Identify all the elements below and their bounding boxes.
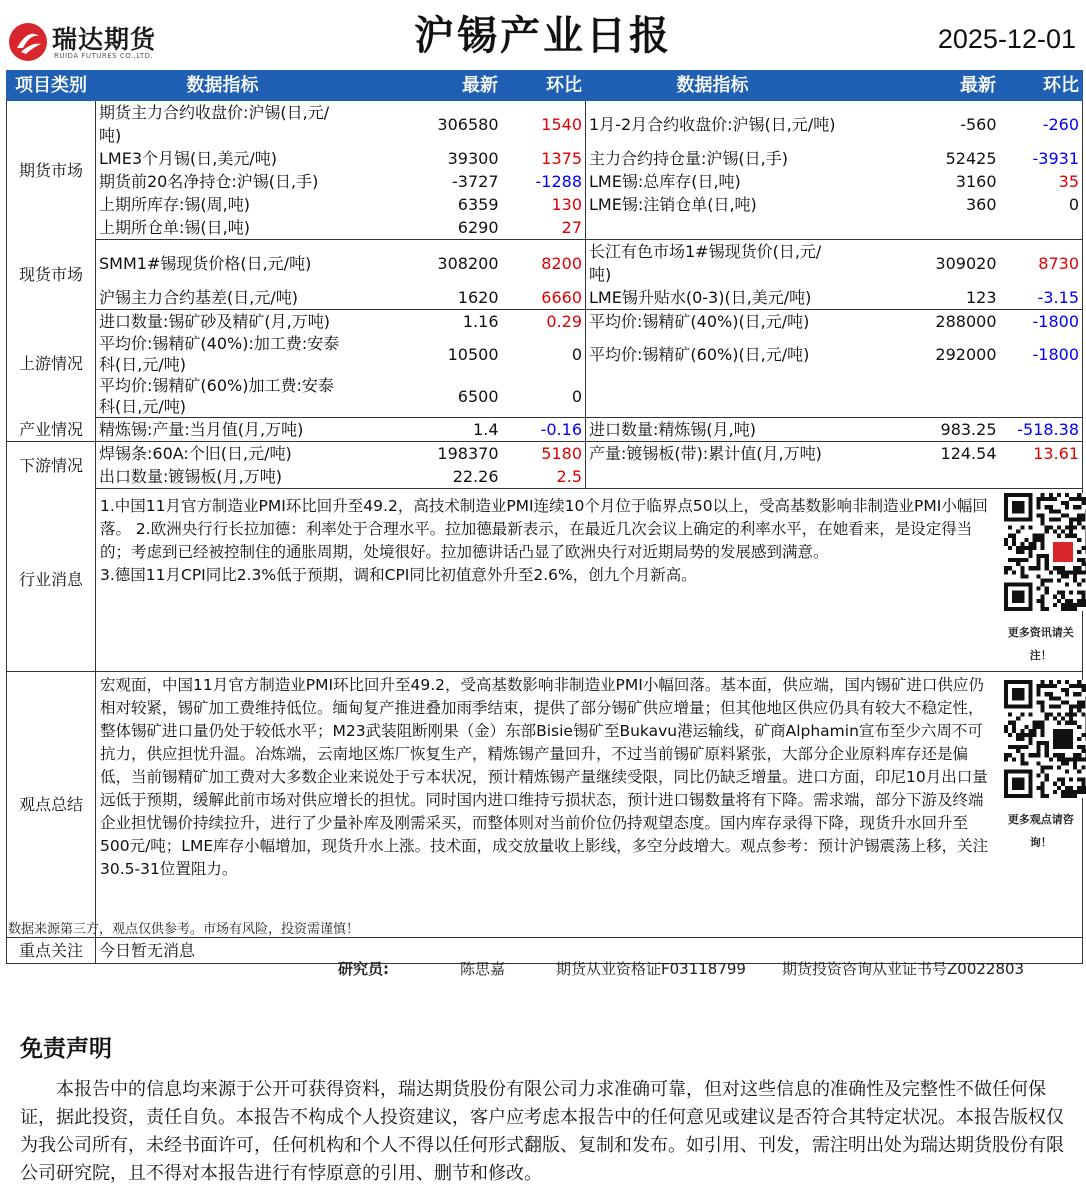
table-row <box>7 193 1083 216</box>
indicator-latest-2: 309020 <box>935 253 997 273</box>
indicator-change-2 <box>1000 375 1083 418</box>
indicator-name-2: LME锡:总库存(日,吨) <box>589 172 741 191</box>
table-row <box>7 465 1083 489</box>
news-text <box>96 489 1000 672</box>
category-spot: 现货市场 <box>7 240 96 310</box>
indicator-latest-2 <box>840 465 1000 489</box>
researcher-cert-2: 期货投资咨询从业证书号Z0022803 <box>782 960 1025 978</box>
indicator-latest: -3727 <box>452 172 499 191</box>
disclaimer-body: 本报告中的信息均来源于公开可获得资料，瑞达期货股份有限公司力求准确可靠，但对这些信息的准确性及完整性不做任何保证，据此投资，责任自负。本报告不构成个人投资建议，客户应考虑本报告中的任何意见或建议是否符合其特定状况。本报告版权仅为我公司所有，未经书面许可，任何机构和个人不得以任何形式翻版、复制和发布。如引用、刊发，需注明出处为瑞达期货股份有限公司研究院，且不得对本报告进行有悖原意的引用、删节和修改。 <box>20 1079 1064 1184</box>
table-row <box>7 170 1083 193</box>
table-row <box>7 147 1083 170</box>
indicator-name-2: 1月-2月合约收盘价:沪锡(日,元/吨) <box>589 114 836 134</box>
report-date: 2025-12-01 <box>937 24 1076 54</box>
qr-caption-2: 更多观点请咨询！ <box>1007 813 1074 849</box>
indicator-name: 进口数量:锡矿砂及精矿(月,万吨) <box>99 312 330 331</box>
indicator-change: -1288 <box>502 170 586 193</box>
col-category: 项目类别 <box>7 71 96 101</box>
researcher-name: 陈思嘉 <box>460 960 506 978</box>
news-row <box>7 489 1083 672</box>
indicator-latest-2: 3160 <box>955 172 997 191</box>
indicator-name: 期货前20名净持仓:沪锡(日,手) <box>99 172 319 191</box>
indicator-latest: 10500 <box>447 344 499 364</box>
category-industry: 产业情况 <box>7 418 96 442</box>
indicator-latest: 6290 <box>350 216 502 240</box>
indicator-latest-2 <box>840 216 1000 240</box>
summary-row <box>7 672 1083 938</box>
category-news: 行业消息 <box>7 489 96 672</box>
data-table <box>6 70 1083 964</box>
qr-code-1-icon <box>1004 493 1086 611</box>
indicator-name: 沪锡主力合约基差(日,元/吨) <box>96 286 350 310</box>
indicator-name: 期货主力合约收盘价:沪锡(日,元/吨) <box>99 103 330 145</box>
indicator-change-2 <box>1000 216 1083 240</box>
indicator-latest: 22.26 <box>350 465 502 489</box>
table-row <box>7 333 1083 375</box>
indicator-change: 27 <box>502 216 586 240</box>
researcher-cert-1: 期货从业资格证F03118799 <box>556 960 746 978</box>
category-downstream: 下游情况 <box>7 442 96 489</box>
indicator-change-2: -1800 <box>1032 344 1079 364</box>
indicator-name-2: 长江有色市场1#锡现货价(日,元/吨) <box>589 242 822 284</box>
focus-text: 今日暂无消息 <box>96 938 1083 964</box>
logo-subtext: RUIDA FUTURES CO.,LTD. <box>54 52 154 60</box>
indicator-change: -0.16 <box>502 418 586 442</box>
report-header <box>0 0 1086 68</box>
indicator-latest: 308200 <box>437 253 499 273</box>
category-focus: 重点关注 <box>7 938 96 964</box>
indicator-latest-2: 292000 <box>935 344 997 364</box>
indicator-latest-2: 124.54 <box>940 444 997 463</box>
indicator-change: 8200 <box>502 240 586 287</box>
indicator-name: 平均价:锡精矿(60%)加工费:安泰科(日,元/吨) <box>96 375 350 418</box>
indicator-latest-2 <box>840 375 1000 418</box>
qr-caption-1: 更多资讯请关注！ <box>1007 626 1074 662</box>
indicator-change: 6660 <box>502 286 586 310</box>
indicator-change-2: 13.61 <box>1033 444 1079 463</box>
indicator-latest: 39300 <box>447 149 499 168</box>
indicator-latest-2: 360 <box>965 195 997 214</box>
footnote: 数据来源第三方，观点仅供参考。市场有风险，投资需谨慎！ <box>8 922 360 937</box>
indicator-change: 130 <box>502 193 586 216</box>
indicator-name-2: LME锡:注销仓单(日,吨) <box>589 195 757 214</box>
indicator-name-2 <box>586 216 840 240</box>
indicator-name-2: 平均价:锡精矿(40%)(日,元/吨) <box>589 312 810 331</box>
qr-code-2-icon <box>1004 680 1086 798</box>
indicator-name-2: LME锡升贴水(0-3)(日,美元/吨) <box>586 286 840 310</box>
indicator-name-2: 进口数量:精炼锡(月,吨) <box>586 418 840 442</box>
table-row <box>7 375 1083 418</box>
col-indicator: 数据指标 <box>96 71 350 101</box>
indicator-latest-2: 288000 <box>935 312 997 331</box>
indicator-name: 上期所库存:锡(周,吨) <box>99 195 250 214</box>
indicator-change: 0 <box>502 333 586 375</box>
col-latest-2: 最新 <box>840 71 1000 101</box>
indicator-change-2: 0 <box>1068 195 1079 214</box>
indicator-change-2: 35 <box>1058 172 1079 191</box>
indicator-latest: 1620 <box>350 286 502 310</box>
indicator-change-2: -1800 <box>1032 312 1079 331</box>
table-row <box>7 240 1083 287</box>
indicator-change: 5180 <box>502 442 586 466</box>
indicator-change: 2.5 <box>502 465 586 489</box>
indicator-latest-2: 983.25 <box>840 418 1000 442</box>
indicator-latest-2: 123 <box>840 286 1000 310</box>
indicator-name-2 <box>586 375 840 418</box>
table-row <box>7 101 1083 148</box>
indicator-latest: 6500 <box>350 375 502 418</box>
indicator-name: 焊锡条:60A:个旧(日,元/吨) <box>99 444 292 463</box>
indicator-name: 上期所仓单:锡(日,吨) <box>96 216 350 240</box>
table-row <box>7 418 1083 442</box>
category-upstream: 上游情况 <box>7 310 96 418</box>
indicator-latest-2: 52425 <box>945 149 997 168</box>
table-row <box>7 216 1083 240</box>
indicator-change-2: 8730 <box>1038 253 1079 273</box>
disclaimer-title: 免责声明 <box>20 1036 112 1062</box>
indicator-name: 精炼锡:产量:当月值(月,万吨) <box>96 418 350 442</box>
logo-text: 瑞达期货 <box>52 25 157 54</box>
indicator-latest: 1.16 <box>462 312 499 331</box>
indicator-name: 出口数量:镀锡板(月,万吨) <box>96 465 350 489</box>
indicator-latest: 306580 <box>437 114 499 134</box>
qr-block-2 <box>1000 672 1083 938</box>
news-paragraph-1: 1.中国11月官方制造业PMI环比回升至49.2，高技术制造业PMI连续10个月位于临界点50以上，受高基数影响非制造业PMI小幅回落。 2.欧洲央行行长拉加德：利率处于合理水平。拉加德最新表示，在最近几次会议上确定的利率水平，在她看来，是设定得当的；考虑到已经被控制住的通胀周期，处境很好。拉加德讲话凸显了欧洲央行对近期局势的发展感到满意。 <box>100 497 988 561</box>
col-change-2: 环比 <box>1000 71 1083 101</box>
indicator-change-2: -3931 <box>1032 149 1079 168</box>
report-title: 沪锡产业日报 <box>414 13 672 59</box>
table-header-row <box>7 71 1083 101</box>
table-row <box>7 442 1083 466</box>
table-row <box>7 286 1083 310</box>
indicator-name-2: 平均价:锡精矿(60%)(日,元/吨) <box>589 344 810 364</box>
indicator-change: 0 <box>502 375 586 418</box>
indicator-change-2: -518.38 <box>1000 418 1083 442</box>
news-paragraph-2: 3.德国11月CPI同比2.3%低于预期，调和CPI同比初值意外升至2.6%，创九个月新高。 <box>100 566 697 584</box>
indicator-change-2: -260 <box>1042 114 1079 134</box>
indicator-name-2 <box>586 465 840 489</box>
indicator-name: LME3个月锡(日,美元/吨) <box>99 149 277 168</box>
indicator-change-2: -3.15 <box>1000 286 1083 310</box>
indicator-latest: 6359 <box>457 195 499 214</box>
col-indicator-2: 数据指标 <box>586 71 840 101</box>
summary-text: 宏观面，中国11月官方制造业PMI环比回升至49.2，受高基数影响非制造业PMI小幅回落。基本面，供应端，国内锡矿进口供应仍相对较紧，锡矿加工费维持低位。缅甸复产推进叠加雨季结束，提供了部分锡矿供应增量；但其他地区供应仍具有较大不稳定性，整体锡矿进口量仍处于较低水平；M23武装阻断刚果（金）东部Bisie锡矿至Bukavu港运输线，矿商Alphamin宣布至少六周不可抗力，供应担忧升温。冶炼端，云南地区炼厂恢复生产，精炼锡产量回升，不过当前锡矿原料紧张，大部分企业原料库存还是偏低，当前锡精矿加工费对大多数企业来说处于亏本状况，预计精炼锡产量继续受限，同比仍缺乏增量。进口方面，印尼10月出口量远低于预期，缓解此前市场对供应增长的担忧。同时国内进口维持亏损状态，预计进口锡数量将有下降。需求端，部分下游及终端企业担忧锡价持续拉升，进行了少量补库及刚需采买，而整体则对当前价位仍持观望态度。国内库存录得下降，现货升水回升至500元/吨；LME库存小幅增加，现货升水上涨。技术面，成交放量收上影线，多空分歧增大。观点参考：预计沪锡震荡上移，关注30.5-31位置阻力。 <box>96 672 1000 938</box>
indicator-change: 1375 <box>502 147 586 170</box>
indicator-latest: 198370 <box>437 444 499 463</box>
indicator-name: SMM1#锡现货价格(日,元/吨) <box>99 253 312 273</box>
indicator-change-2 <box>1000 465 1083 489</box>
col-latest: 最新 <box>350 71 502 101</box>
indicator-change: 1540 <box>502 101 586 148</box>
indicator-latest: 1.4 <box>350 418 502 442</box>
indicator-name-2: 产量:镀锡板(带):累计值(月,万吨) <box>589 444 822 463</box>
indicator-name-2: 主力合约持仓量:沪锡(日,手) <box>589 149 788 168</box>
category-futures: 期货市场 <box>7 101 96 240</box>
qr-block-1 <box>1000 489 1083 672</box>
col-change: 环比 <box>502 71 586 101</box>
indicator-latest-2: -560 <box>960 114 997 134</box>
indicator-name: 平均价:锡精矿(40%):加工费:安泰科(日,元/吨) <box>99 334 340 374</box>
table-row <box>7 310 1083 334</box>
category-summary: 观点总结 <box>7 672 96 938</box>
indicator-change: 0.29 <box>502 310 586 334</box>
researcher-label: 研究员: <box>338 960 389 978</box>
